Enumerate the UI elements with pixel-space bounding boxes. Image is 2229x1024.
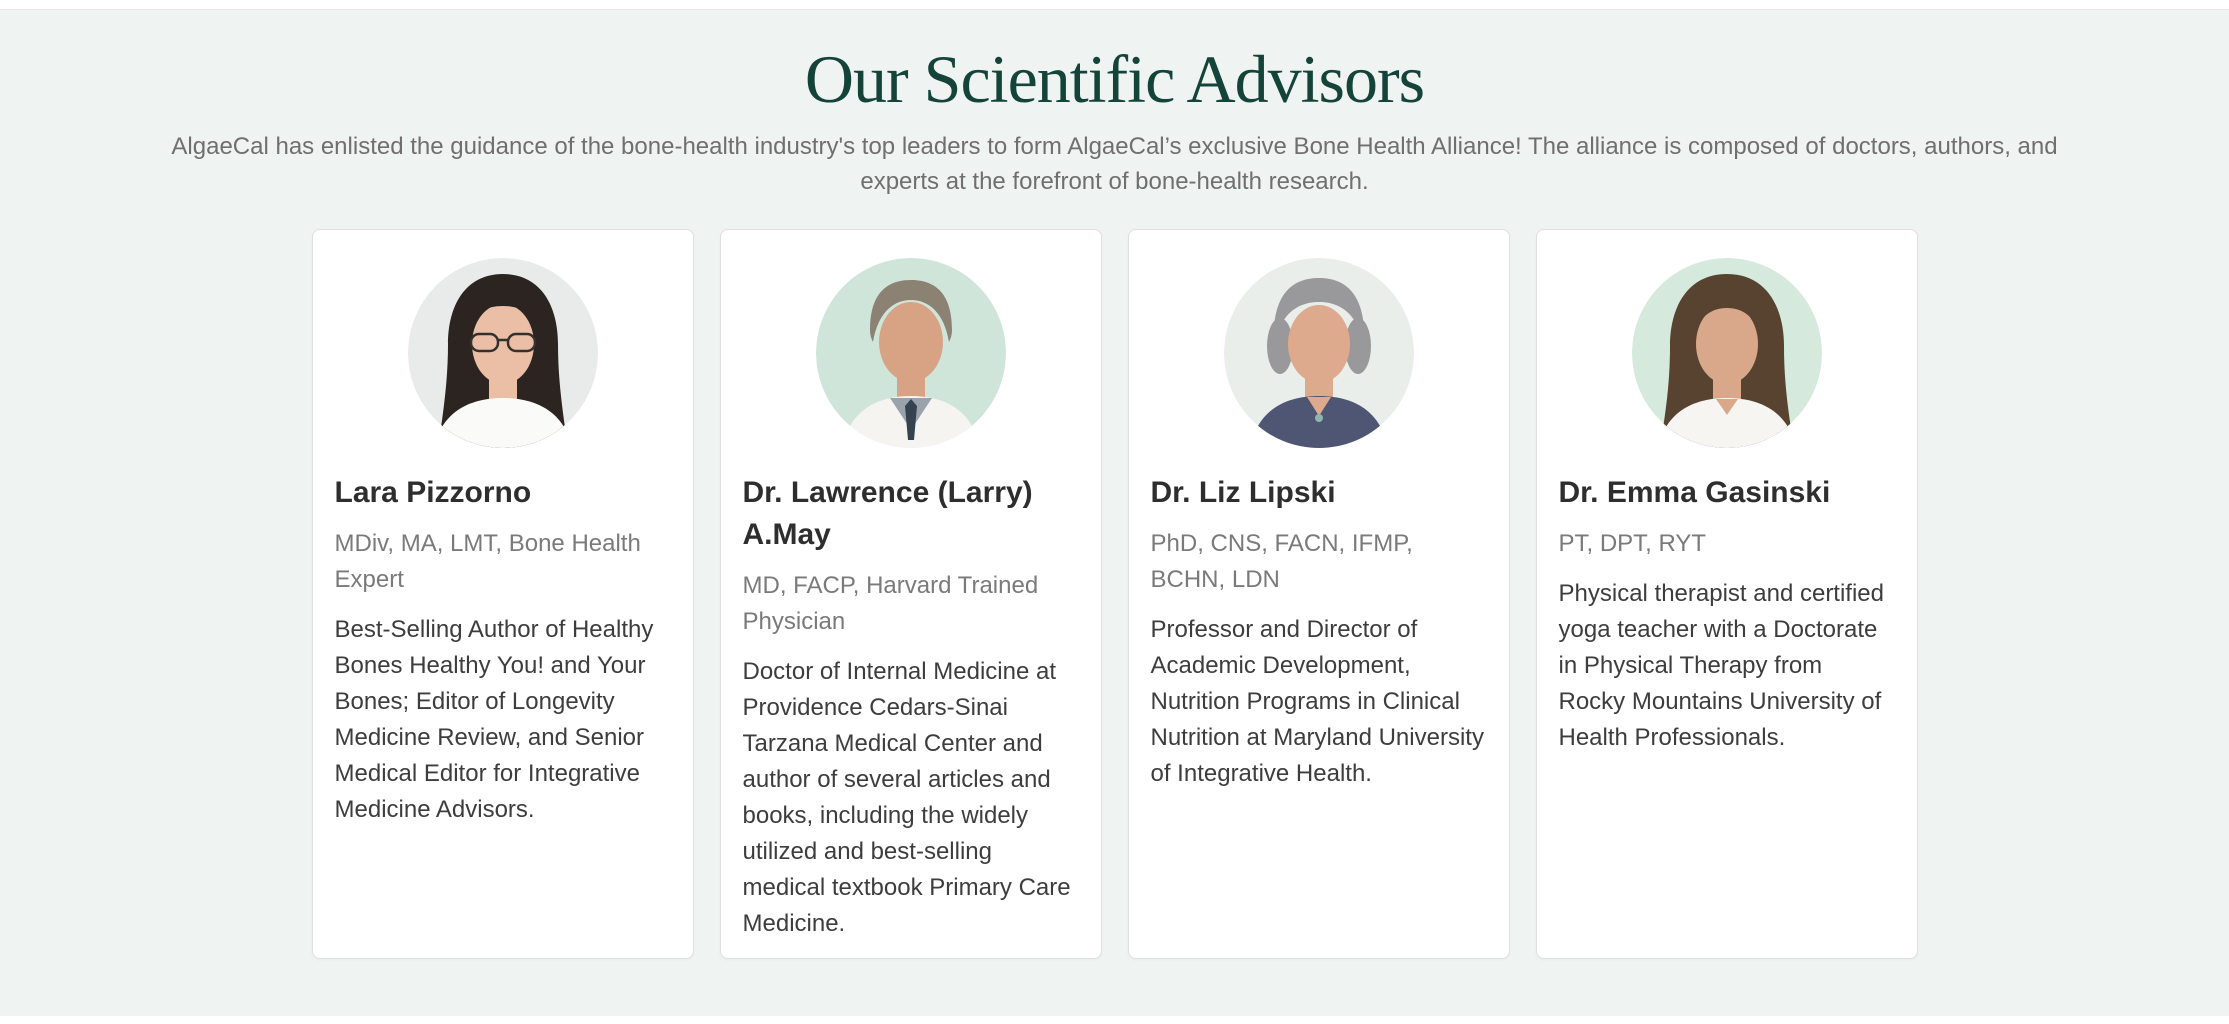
top-divider bbox=[0, 0, 2229, 10]
necklace-pendant bbox=[1315, 414, 1323, 422]
bottom-divider bbox=[0, 1016, 2229, 1024]
advisor-name: Lara Pizzorno bbox=[334, 476, 532, 509]
advisor-credentials: PhD, CNS, FACN, IFMP, BCHN, LDN bbox=[1150, 530, 1413, 593]
section-subtitle: AlgaeCal has enlisted the guidance of the bone-health industry's top leaders to form AlgaeCal’s exclusive Bone Health Alliance! The alliance is composed of doctors, authors, and experts at the forefront of bone-health research. bbox=[171, 133, 2058, 195]
advisor-name: Dr. Lawrence (Larry) A.May bbox=[742, 476, 1033, 551]
advisor-card-lawrence-may bbox=[720, 229, 1102, 959]
advisor-credentials: MDiv, MA, LMT, Bone Health Expert bbox=[334, 530, 641, 593]
portrait-illustration bbox=[816, 258, 1006, 448]
advisor-name: Dr. Liz Lipski bbox=[1150, 476, 1336, 509]
advisor-bio: Physical therapist and certified yoga teacher with a Doctorate in Physical Therapy from Rocky Mountains University of Health Professionals. bbox=[1558, 580, 1884, 751]
advisor-photo bbox=[816, 258, 1006, 448]
advisor-card-liz-lipski bbox=[1128, 229, 1510, 959]
section-title: Our Scientific Advisors bbox=[804, 41, 1425, 117]
portrait-illustration bbox=[1224, 258, 1414, 448]
advisor-bio: Best-Selling Author of Healthy Bones Healthy You! and Your Bones; Editor of Longevity Medicine Review, and Senior Medical Editor for Integrative Medicine Advisors. bbox=[334, 616, 654, 823]
advisor-bio: Professor and Director of Academic Development, Nutrition Programs in Clinical Nutrition at Maryland University of Integrative Health. bbox=[1150, 616, 1484, 787]
advisor-name: Dr. Emma Gasinski bbox=[1558, 476, 1831, 509]
face bbox=[879, 302, 943, 382]
portrait-illustration bbox=[408, 258, 598, 448]
advisor-photo bbox=[1632, 258, 1822, 448]
advisor-credentials: PT, DPT, RYT bbox=[1558, 530, 1707, 557]
advisor-cards-row bbox=[0, 229, 2229, 959]
advisor-photo bbox=[408, 258, 598, 448]
face bbox=[1696, 304, 1758, 384]
face bbox=[472, 304, 534, 384]
advisor-card-emma-gasinski bbox=[1536, 229, 1918, 959]
advisor-bio: Doctor of Internal Medicine at Providence Cedars-Sinai Tarzana Medical Center and author of several articles and books, including the widely utilized and best-selling medical textbook Primary Care Medicine. bbox=[742, 658, 1071, 937]
advisor-photo bbox=[1224, 258, 1414, 448]
advisor-credentials: MD, FACP, Harvard Trained Physician bbox=[742, 572, 1039, 635]
face bbox=[1288, 305, 1350, 383]
advisor-card-lara-pizzorno bbox=[312, 229, 694, 959]
portrait-illustration bbox=[1632, 258, 1822, 448]
